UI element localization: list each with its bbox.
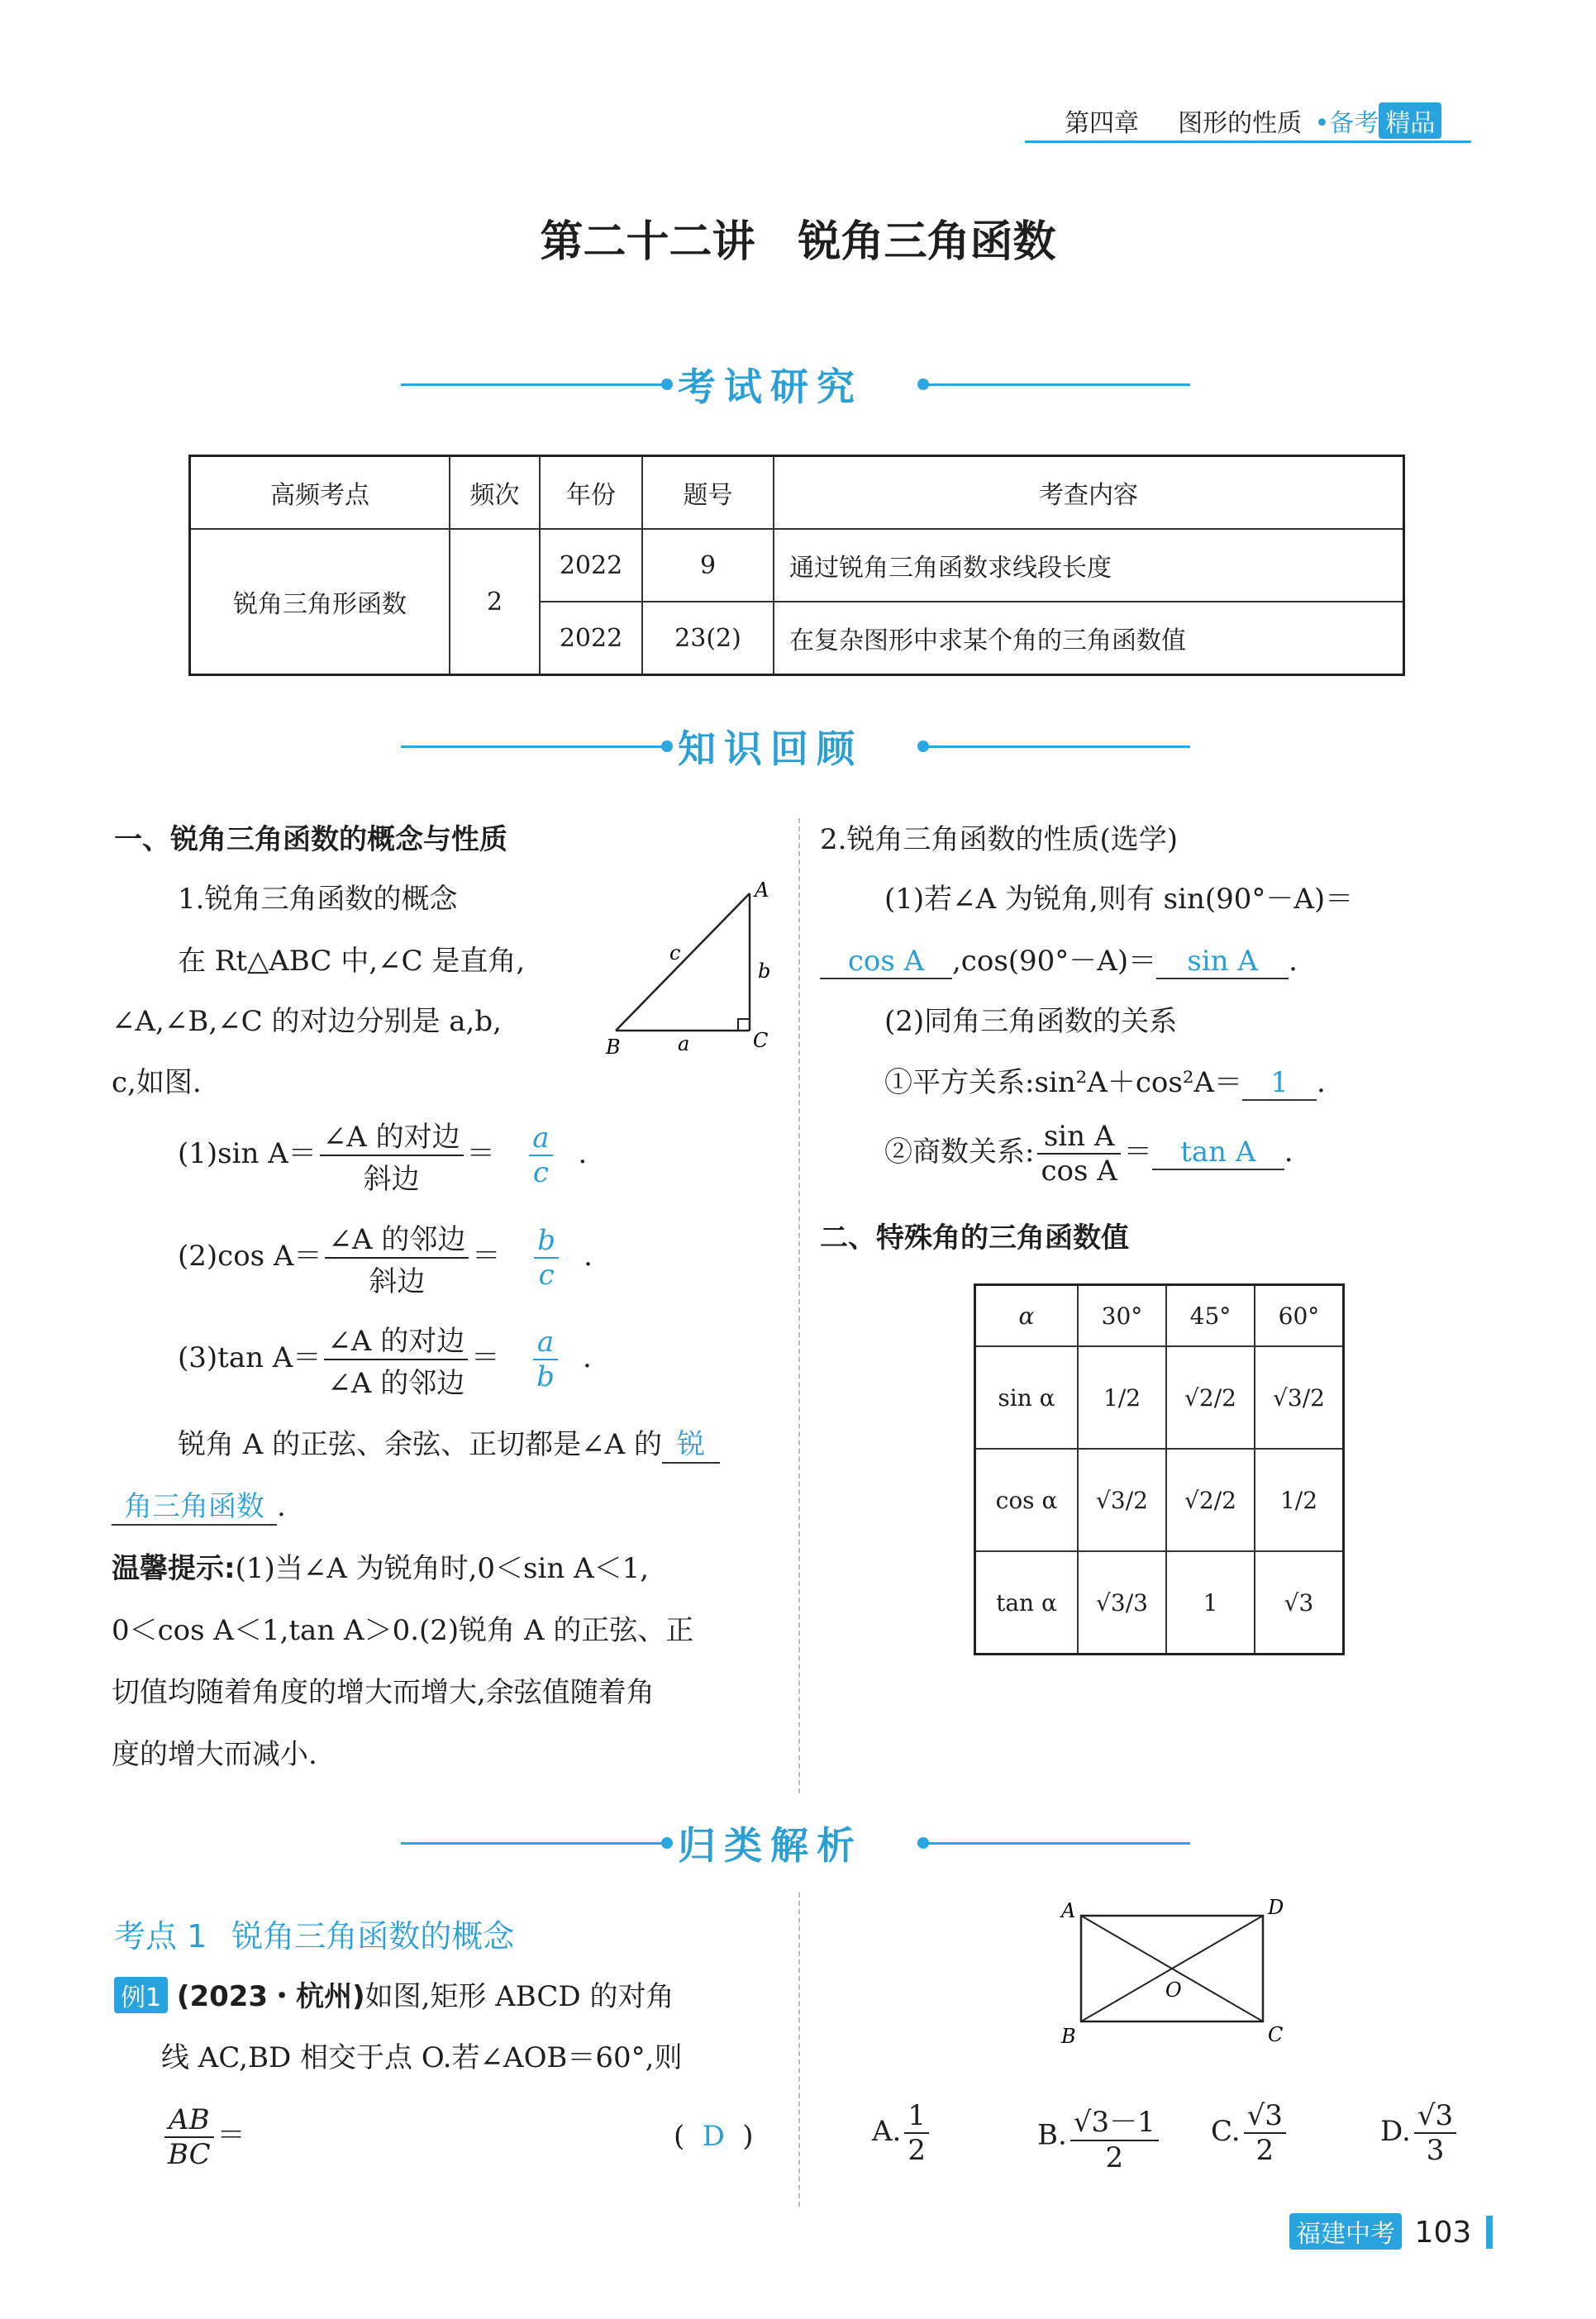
summary-answer-part-1: 锐 <box>662 1421 720 1464</box>
side-c-label: c <box>669 941 681 964</box>
header-rule <box>1025 140 1471 143</box>
tip-line-3: 切值均随着角度的增大而增大,余弦值随着角 <box>112 1676 655 1709</box>
rect-vertex-b: B <box>1061 2025 1076 2048</box>
quotient-relation: ②商数关系: $\frac{\text{sin A}}{\text{cos A}}$ ＝ tan A . <box>884 1120 1293 1188</box>
banner-exam-research-text: 考试研究 <box>678 364 863 409</box>
sin-30: 1/2 <box>1078 1346 1166 1449</box>
rectangle-figure <box>1050 1893 1289 2050</box>
example-source: (2023・杭州) <box>176 1980 365 2013</box>
banner-knowledge-review <box>0 717 1596 775</box>
cell-number: 9 <box>642 529 774 602</box>
square-relation: ①平方关系:sin²A＋cos²A＝ 1 . <box>884 1066 1326 1099</box>
option-b-denominator: 2 <box>1105 2141 1124 2174</box>
rect-vertex-d: D <box>1268 1896 1284 1919</box>
cell-number: 23(2) <box>642 602 774 675</box>
series-tag: 精品 <box>1379 102 1441 139</box>
tan-denominator: ∠A 的邻边 <box>327 1367 465 1400</box>
option-a[interactable] <box>872 2099 932 2167</box>
answer-tan-a: tan A <box>1152 1136 1284 1170</box>
cell-topic: 锐角三角形函数 <box>190 529 450 675</box>
banner-classified-analysis-text: 归类解析 <box>678 1823 863 1868</box>
page-footer <box>1289 2213 1493 2250</box>
intro-line-3: c,如图. <box>112 1066 202 1099</box>
chapter-label: 第四章 <box>1065 109 1139 138</box>
sin-60: √3/2 <box>1255 1346 1344 1449</box>
answer-bracket: ( D ) <box>674 2120 754 2153</box>
tip-text-1: (1)当∠A 为锐角时,0＜sin A＜1, <box>235 1552 650 1585</box>
option-c-numerator: √3 <box>1244 2099 1286 2134</box>
cos-answer-denominator: c <box>538 1259 555 1292</box>
summary-line-2: 角三角函数 . <box>112 1483 286 1526</box>
quotient-relation-text: ②商数关系: <box>884 1136 1035 1169</box>
example-question-1: 如图,矩形 ABCD 的对角 <box>364 1980 674 2013</box>
cos-prefix: (2)cos A＝ <box>178 1240 322 1273</box>
cos-denominator: 斜边 <box>369 1265 426 1298</box>
header-year: 年份 <box>540 456 642 530</box>
angle-45: 45° <box>1166 1285 1255 1347</box>
row-label-tan: tan α <box>975 1551 1079 1655</box>
tip-line-2: 0＜cos A＜1,tan A＞0.(2)锐角 A 的正弦、正 <box>112 1614 694 1647</box>
running-header: 第四章 图形的性质 •备考 精品 <box>1065 102 1441 139</box>
cos-numerator: ∠A 的邻边 <box>325 1217 469 1259</box>
rect-vertex-c: C <box>1268 2023 1284 2046</box>
cell-year: 2022 <box>540 602 642 675</box>
side-b-label: b <box>758 960 771 983</box>
chapter-topic: 图形的性质 <box>1178 109 1303 138</box>
angle-30: 30° <box>1078 1285 1166 1347</box>
example-line-1 <box>114 1974 674 2014</box>
cos-30: √3/2 <box>1078 1449 1166 1551</box>
summary-text: 锐角 A 的正弦、余弦、正切都是∠A 的 <box>178 1428 663 1461</box>
example-line-3: $\frac{AB}{BC}$ ＝ <box>161 2103 245 2171</box>
section-right-sub2: 2.锐角三角函数的性质(选学) <box>820 823 1178 856</box>
sin-numerator: ∠A 的对边 <box>320 1114 464 1156</box>
tip-line-4: 度的增大而减小. <box>112 1738 317 1771</box>
tip-line-1 <box>112 1545 649 1586</box>
vertex-b-label: B <box>606 1036 621 1058</box>
rect-vertex-a: A <box>1061 1899 1076 1922</box>
option-a-numerator: 1 <box>904 2099 929 2134</box>
kaodian-title: 锐角三角函数的概念 <box>231 1918 515 1955</box>
sin-45: √2/2 <box>1166 1346 1255 1449</box>
cos-60: 1/2 <box>1255 1449 1344 1551</box>
header-topic: 高频考点 <box>190 456 450 530</box>
header-number: 题号 <box>642 456 774 530</box>
option-a-denominator: 2 <box>908 2134 927 2167</box>
section1-heading: 一、锐角三角函数的概念与性质 <box>114 823 507 856</box>
page-title: 第二十二讲 锐角三角函数 <box>540 217 1056 267</box>
vertex-a-label: A <box>755 879 769 902</box>
cos-definition: (2)cos A＝ $\frac{\text{∠A 的邻边}}{\text{斜边}}$ ＝ $\frac{b}{c}$ . <box>178 1217 593 1299</box>
banner-knowledge-review-text: 知识回顾 <box>678 726 863 771</box>
kaodian-heading <box>114 1911 514 1956</box>
tan-prefix: (3)tan A＝ <box>178 1341 322 1374</box>
quotient-numerator: sin A <box>1037 1120 1120 1155</box>
tan-answer-denominator: b <box>536 1360 555 1393</box>
cell-frequency: 2 <box>450 529 540 675</box>
option-c-label: C. <box>1211 2115 1241 2148</box>
special-angle-table <box>974 1283 1345 1655</box>
option-d[interactable] <box>1380 2099 1460 2167</box>
section2-heading: 二、特殊角的三角函数值 <box>820 1221 1129 1255</box>
square-relation-text: ①平方关系:sin²A＋cos²A＝ <box>884 1066 1243 1099</box>
option-a-label: A. <box>872 2115 902 2148</box>
series-prefix: 备考 <box>1329 109 1379 138</box>
example-line-2: 线 AC,BD 相交于点 O.若∠AOB＝60°,则 <box>161 2041 683 2074</box>
intro-line-2: ∠A,∠B,∠C 的对边分别是 a,b, <box>112 1005 502 1038</box>
property-p1-answers: cos A ,cos(90°－A)＝ sin A . <box>820 938 1298 979</box>
footer-tag: 福建中考 <box>1289 2213 1402 2250</box>
option-c-denominator: 2 <box>1255 2134 1274 2167</box>
rect-center-o: O <box>1165 1979 1182 2002</box>
sin-definition: (1)sin A＝ $\frac{\text{∠A 的对边}}{\text{斜边}}$ ＝ $\frac{a}{c}$ . <box>178 1114 587 1197</box>
cell-content: 通过锐角三角函数求线段长度 <box>774 529 1404 602</box>
tan-30: √3/3 <box>1078 1551 1166 1655</box>
property-p1b: ,cos(90°－A)＝ <box>952 945 1157 978</box>
column-divider-2 <box>798 1893 800 2207</box>
intro-line-1: 在 Rt△ABC 中,∠C 是直角, <box>178 945 526 978</box>
tan-numerator: ∠A 的对边 <box>324 1318 468 1360</box>
tan-definition: (3)tan A＝ $\frac{\text{∠A 的对边}}{\text{∠A 的邻边}}$ ＝ $\frac{a}{b}$ . <box>178 1318 592 1401</box>
ratio-numerator: AB <box>164 2103 214 2138</box>
option-b-numerator: √3－1 <box>1070 2099 1159 2141</box>
answer-sin-a: sin A <box>1156 945 1289 979</box>
cell-content: 在复杂图形中求某个角的三角函数值 <box>774 602 1404 675</box>
option-d-denominator: 3 <box>1426 2134 1445 2167</box>
summary-answer-part-2: 角三角函数 <box>112 1483 277 1526</box>
column-divider <box>798 818 800 1793</box>
cos-45: √2/2 <box>1166 1449 1255 1551</box>
kaodian-label: 考点 1 <box>114 1918 207 1955</box>
angle-60: 60° <box>1255 1285 1344 1347</box>
sin-denominator: 斜边 <box>363 1163 420 1196</box>
exam-table <box>188 455 1405 676</box>
quotient-denominator: cos A <box>1041 1155 1117 1188</box>
option-d-label: D. <box>1380 2115 1411 2148</box>
banner-classified-analysis <box>0 1814 1596 1872</box>
side-a-label: a <box>678 1032 690 1055</box>
example-tag: 例1 <box>114 1977 168 2013</box>
answer-cos-a: cos A <box>820 945 952 979</box>
header-frequency: 频次 <box>450 456 540 530</box>
section1-sub1: 1.锐角三角函数的概念 <box>178 883 458 916</box>
cos-answer-numerator: b <box>534 1224 559 1259</box>
sin-prefix: (1)sin A＝ <box>178 1137 317 1170</box>
alpha-header: α <box>975 1285 1079 1347</box>
vertex-c-label: C <box>753 1029 769 1052</box>
tip-label: 温馨提示: <box>112 1552 236 1585</box>
sin-answer-denominator: c <box>532 1156 549 1189</box>
property-p1: (1)若∠A 为锐角,则有 sin(90°－A)＝ <box>884 883 1354 916</box>
page-number: 103 <box>1414 2216 1472 2250</box>
sin-answer-numerator: a <box>529 1121 552 1156</box>
example-answer: D <box>702 2120 725 2153</box>
option-b-label: B. <box>1037 2118 1067 2152</box>
row-label-sin: sin α <box>975 1346 1079 1449</box>
answer-one: 1 <box>1242 1066 1317 1101</box>
option-b[interactable] <box>1037 2099 1162 2174</box>
tan-45: 1 <box>1166 1551 1255 1655</box>
right-triangle-figure <box>599 872 789 1058</box>
header-content: 考查内容 <box>774 456 1404 530</box>
ratio-denominator: BC <box>168 2138 211 2171</box>
option-d-numerator: √3 <box>1414 2099 1456 2134</box>
row-label-cos: cos α <box>975 1449 1079 1551</box>
tan-60: √3 <box>1255 1551 1344 1655</box>
banner-exam-research <box>0 355 1596 413</box>
option-c[interactable] <box>1211 2099 1289 2167</box>
tan-answer-numerator: a <box>533 1326 558 1360</box>
cell-year: 2022 <box>540 529 642 602</box>
summary-line-1 <box>178 1421 720 1464</box>
property-p2: (2)同角三角函数的关系 <box>884 1005 1178 1038</box>
